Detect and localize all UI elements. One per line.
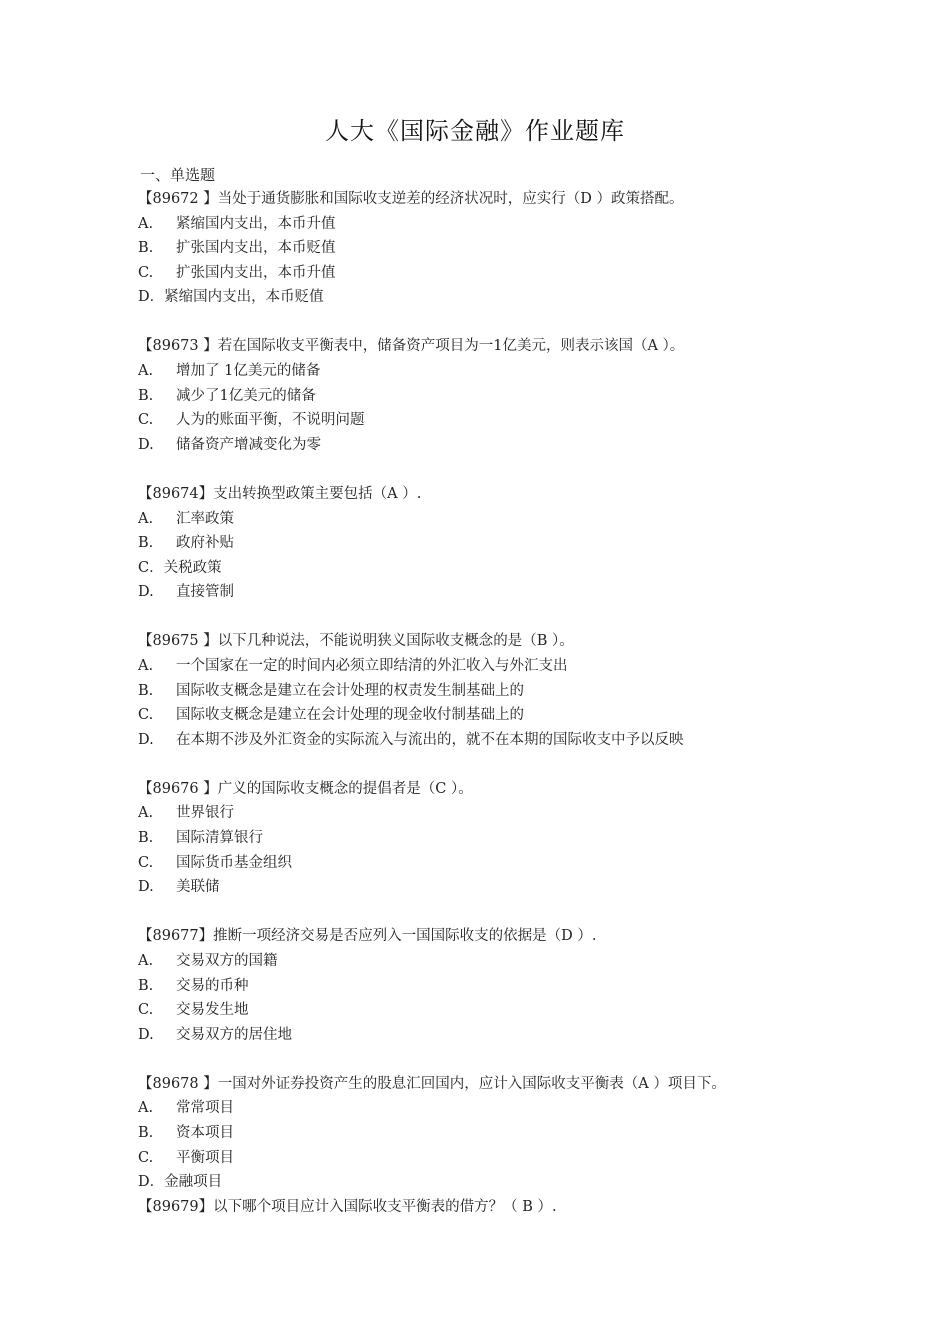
answer-option xyxy=(138,408,918,433)
option-text: 资本项目 xyxy=(176,1125,234,1141)
answer-option xyxy=(138,974,918,999)
option-text: 交易双方的居住地 xyxy=(176,1026,292,1043)
answer-option xyxy=(138,703,918,728)
option-text: 常常项目 xyxy=(176,1100,234,1117)
option-letter: D． xyxy=(138,1174,165,1191)
option-letter: A. xyxy=(138,658,154,674)
option-letter: D． xyxy=(138,289,165,306)
option-text: 关税政策 xyxy=(163,559,222,576)
answer-option xyxy=(138,359,918,384)
option-text: 人为的账面平衡，不说明问题 xyxy=(176,412,365,429)
question-item xyxy=(138,334,918,457)
option-text: 金融项目 xyxy=(164,1174,223,1191)
answer-option xyxy=(138,1170,918,1195)
answer-option xyxy=(138,728,918,753)
option-text: 减少了1亿美元的储备 xyxy=(176,387,316,404)
question-item xyxy=(138,777,918,900)
option-letter: D. xyxy=(138,1026,154,1043)
option-letter: B. xyxy=(138,535,154,552)
answer-option xyxy=(138,236,918,261)
option-letter: C． xyxy=(138,559,164,576)
option-text: 储备资产增减变化为零 xyxy=(176,436,321,453)
option-letter: B. xyxy=(138,240,154,257)
answer-option xyxy=(138,826,918,851)
answer-option xyxy=(138,1023,918,1048)
answer-option xyxy=(138,556,918,581)
option-text: 紧缩国内支出，本币升值 xyxy=(176,215,336,232)
option-text: 扩张国内支出，本币升值 xyxy=(176,264,336,281)
option-letter: C. xyxy=(138,707,154,724)
question-stem: 【89675 】以下几种说法，不能说明狭义国际收支概念的是（B ）。 xyxy=(138,633,574,650)
answer-option xyxy=(138,875,918,900)
option-letter: A. xyxy=(138,215,154,232)
option-letter: D. xyxy=(138,731,154,748)
option-letter: B. xyxy=(138,387,154,404)
option-letter: D. xyxy=(138,879,154,896)
answer-option xyxy=(138,851,918,876)
question-item xyxy=(138,482,918,605)
option-text: 政府补贴 xyxy=(176,535,234,552)
question-stem: 【89676 】广义的国际收支概念的提倡者是（C ）。 xyxy=(138,780,473,797)
section-heading: 一、单选题 xyxy=(140,166,216,184)
question-stem: 【89677】推断一项经济交易是否应列入一国国际收支的依据是（D ）. xyxy=(138,928,597,945)
option-text: 在本期不涉及外汇资金的实际流入与流出的，就不在本期的国际收支中予以反映 xyxy=(176,731,684,748)
option-text: 美联储 xyxy=(176,879,220,896)
answer-option xyxy=(138,654,918,679)
question-stem: 【89678 】一国对外证券投资产生的股息汇回国内，应计入国际收支平衡表（A ）项目下。 xyxy=(138,1075,726,1092)
answer-option xyxy=(138,285,918,310)
answer-option xyxy=(138,1146,918,1171)
answer-option xyxy=(138,998,918,1023)
option-letter: A. xyxy=(138,952,154,969)
option-letter: B. xyxy=(138,1125,154,1141)
option-text: 平衡项目 xyxy=(176,1149,234,1166)
answer-option xyxy=(138,384,918,409)
option-letter: C. xyxy=(138,854,154,871)
answer-option xyxy=(138,261,918,286)
option-letter: B. xyxy=(138,977,154,994)
answer-option xyxy=(138,212,918,237)
question-item xyxy=(138,1195,918,1220)
option-letter: B. xyxy=(138,830,154,847)
answer-option xyxy=(138,531,918,556)
answer-option xyxy=(138,679,918,704)
answer-option xyxy=(138,433,918,458)
answer-option xyxy=(138,801,918,826)
answer-option xyxy=(138,1096,918,1121)
option-text: 国际货币基金组织 xyxy=(176,854,292,871)
option-text: 交易发生地 xyxy=(176,1002,249,1019)
question-stem: 【89674】支出转换型政策主要包括（A ）. xyxy=(138,485,422,502)
option-text: 国际清算银行 xyxy=(176,830,263,847)
question-list xyxy=(138,187,918,1219)
answer-option xyxy=(138,580,918,605)
option-text: 紧缩国内支出，本币贬值 xyxy=(164,289,324,306)
option-letter: A. xyxy=(138,363,154,380)
option-letter: A. xyxy=(138,805,154,822)
question-stem: 【89672 】当处于通货膨胀和国际收支逆差的经济状况时，应实行（D ）政策搭配。 xyxy=(138,191,684,207)
option-text: 世界银行 xyxy=(176,805,234,822)
option-text: 增加了 1亿美元的储备 xyxy=(176,363,321,380)
option-letter: D. xyxy=(138,584,154,601)
question-item xyxy=(138,629,918,752)
option-text: 一个国家在一定的时间内必须立即结清的外汇收入与外汇支出 xyxy=(176,658,568,674)
option-text: 扩张国内支出，本币贬值 xyxy=(176,240,336,257)
option-text: 直接管制 xyxy=(176,584,234,601)
option-letter: C. xyxy=(138,1002,154,1019)
document-title: 人大《国际金融》作业题库 xyxy=(325,117,625,145)
answer-option xyxy=(138,507,918,532)
question-stem: 【89679】以下哪个项目应计入国际收支平衡表的借方？（ B ）. xyxy=(138,1198,557,1215)
question-item xyxy=(138,924,918,1047)
option-letter: C. xyxy=(138,1149,154,1166)
question-stem: 【89673 】若在国际收支平衡表中，储备资产项目为一1亿美元，则表示该国（A ）。 xyxy=(138,338,685,355)
option-letter: D. xyxy=(138,436,154,453)
option-letter: C. xyxy=(138,412,154,429)
answer-option xyxy=(138,1121,918,1146)
option-letter: B. xyxy=(138,682,154,699)
answer-option xyxy=(138,949,918,974)
option-text: 交易的币种 xyxy=(176,977,249,994)
option-text: 汇率政策 xyxy=(176,510,234,527)
option-text: 交易双方的国籍 xyxy=(176,952,278,969)
option-text: 国际收支概念是建立在会计处理的权责发生制基础上的 xyxy=(176,682,524,699)
option-letter: C. xyxy=(138,264,154,281)
option-text: 国际收支概念是建立在会计处理的现金收付制基础上的 xyxy=(176,707,524,724)
question-item xyxy=(138,187,918,310)
option-letter: A. xyxy=(138,1100,154,1117)
option-letter: A. xyxy=(138,510,154,527)
question-item xyxy=(138,1072,918,1195)
